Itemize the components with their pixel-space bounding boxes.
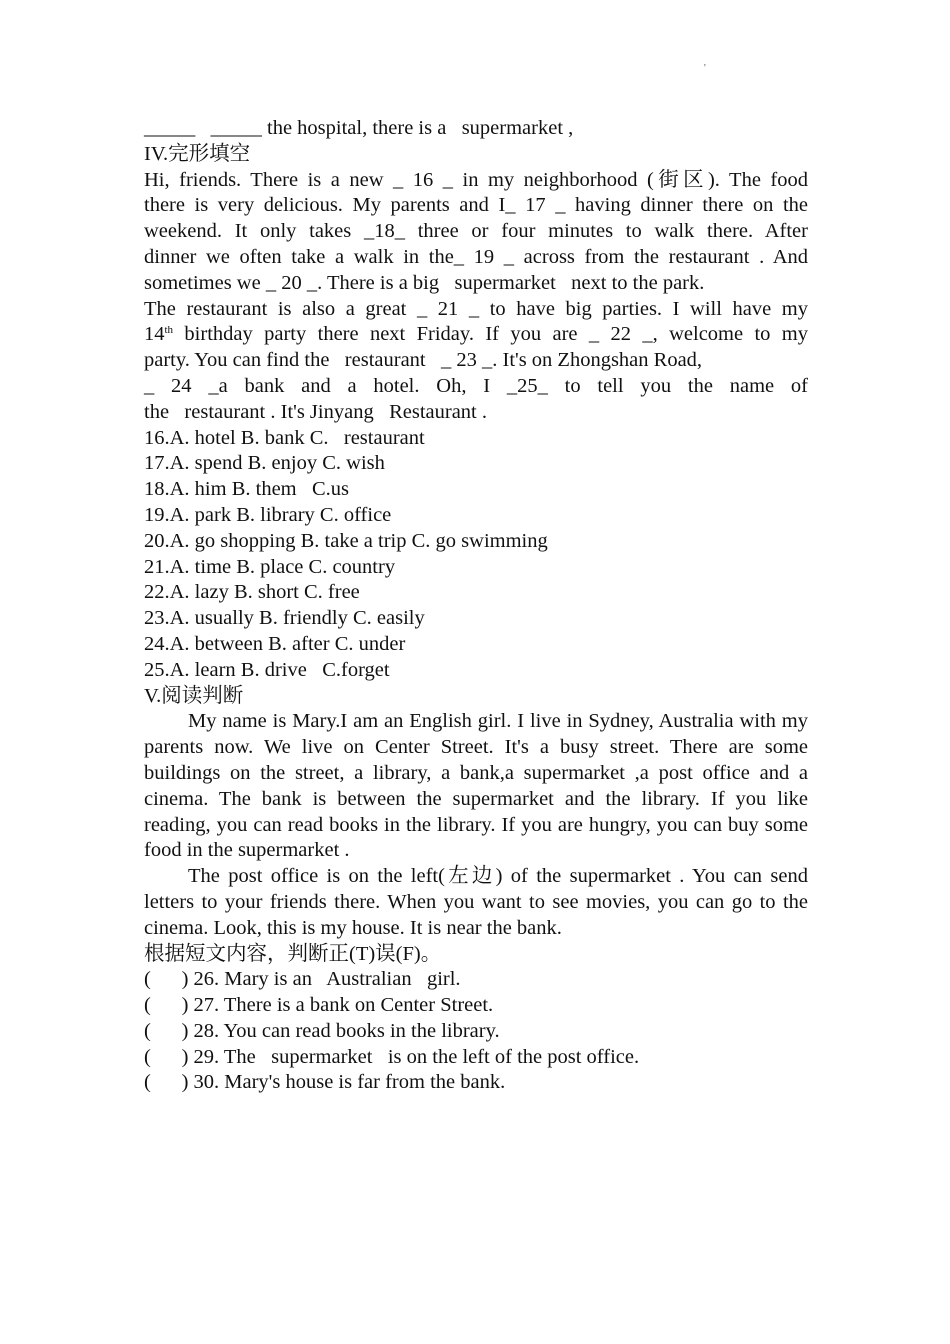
cloze-options: [144, 426, 808, 684]
cloze-passage: [144, 168, 808, 426]
reading-paragraph-1: My name is Mary.I am an English girl. I live in Sydney, Australia with my parents now. We live on Center Street. It's a busy street. There are some buildings on the street, a library, a bank,a supermarket ,a post office and a cinema. The bank is between the supermarket and the library. If you like reading, you can read books in the library. If you are hungry, you can buy some food in the supermarket .: [144, 710, 808, 862]
passage-line: sometimes we _ 20 _. There is a big supermarket next to the park.: [144, 271, 705, 294]
true-false-item: ( ) 26. Mary is an Australian girl.: [144, 968, 461, 991]
true-false-item: ( ) 29. The supermarket is on the left of the post office.: [144, 1045, 640, 1068]
birthday-number: 14: [144, 323, 165, 346]
passage-line: there is very delicious. My parents and I_ 17 _ having dinner there on the: [144, 194, 808, 217]
true-false-item: ( ) 28. You can read books in the library.: [144, 1019, 500, 1042]
option-line: 17.A. spend B. enjoy C. wish: [144, 452, 385, 475]
section-5-heading: V.阅读判断: [144, 684, 244, 707]
passage-line: dinner we often take a walk in the_ 19 _ across from the restaurant . And: [144, 245, 808, 268]
passage-line: the restaurant . It's Jinyang Restaurant .: [144, 400, 487, 423]
option-line: 19.A. park B. library C. office: [144, 503, 392, 526]
passage-line-birthday: [144, 322, 808, 348]
section-4-heading: IV.完形填空: [144, 142, 251, 165]
true-false-item: ( ) 30. Mary's house is far from the bank.: [144, 1071, 506, 1094]
passage-line: weekend. It only takes _18_ three or four minutes to walk there. After: [144, 220, 808, 243]
birthday-suffix: th: [164, 324, 174, 337]
option-line: 24.A. between B. after C. under: [144, 632, 406, 655]
top-mark: ': [704, 63, 706, 74]
option-line: 23.A. usually B. friendly C. easily: [144, 607, 425, 630]
option-line: 25.A. learn B. drive C.forget: [144, 658, 390, 681]
true-false-instruction: 根据短文内容，判断正(T)误(F)。: [144, 942, 442, 965]
option-line: 21.A. time B. place C. country: [144, 555, 396, 578]
true-false-item: ( ) 27. There is a bank on Center Street.: [144, 994, 494, 1017]
passage-line: Hi, friends. There is a new _ 16 _ in my neighborhood (街区). The food: [144, 168, 808, 191]
document-body: [144, 116, 808, 1096]
true-false-list: [144, 967, 808, 1096]
option-line: 18.A. him B. them C.us: [144, 478, 350, 501]
passage-line: party. You can find the restaurant _ 23 _. It's on Zhongshan Road,: [144, 349, 703, 372]
passage-line: _ 24 _a bank and a hotel. Oh, I _25_ to tell you the name of: [144, 374, 808, 397]
passage-line: The restaurant is also a great _ 21 _ to have big parties. I will have my: [144, 297, 808, 320]
option-line: 20.A. go shopping B. take a trip C. go swimming: [144, 529, 548, 552]
reading-paragraph-2: The post office is on the left(左边) of the supermarket . You can send letters to your friends there. When you want to see movies, you can go to the cinema. Look, this is my house. It is near the bank.: [144, 865, 808, 939]
option-line: 16.A. hotel B. bank C. restaurant: [144, 426, 425, 449]
top-fragment-line: _____ _____ the hospital, there is a supermarket ,: [144, 117, 574, 139]
option-line: 22.A. lazy B. short C. free: [144, 581, 360, 604]
birthday-rest: birthday party there next Friday. If you are _ 22 _, welcome to my: [173, 323, 808, 346]
